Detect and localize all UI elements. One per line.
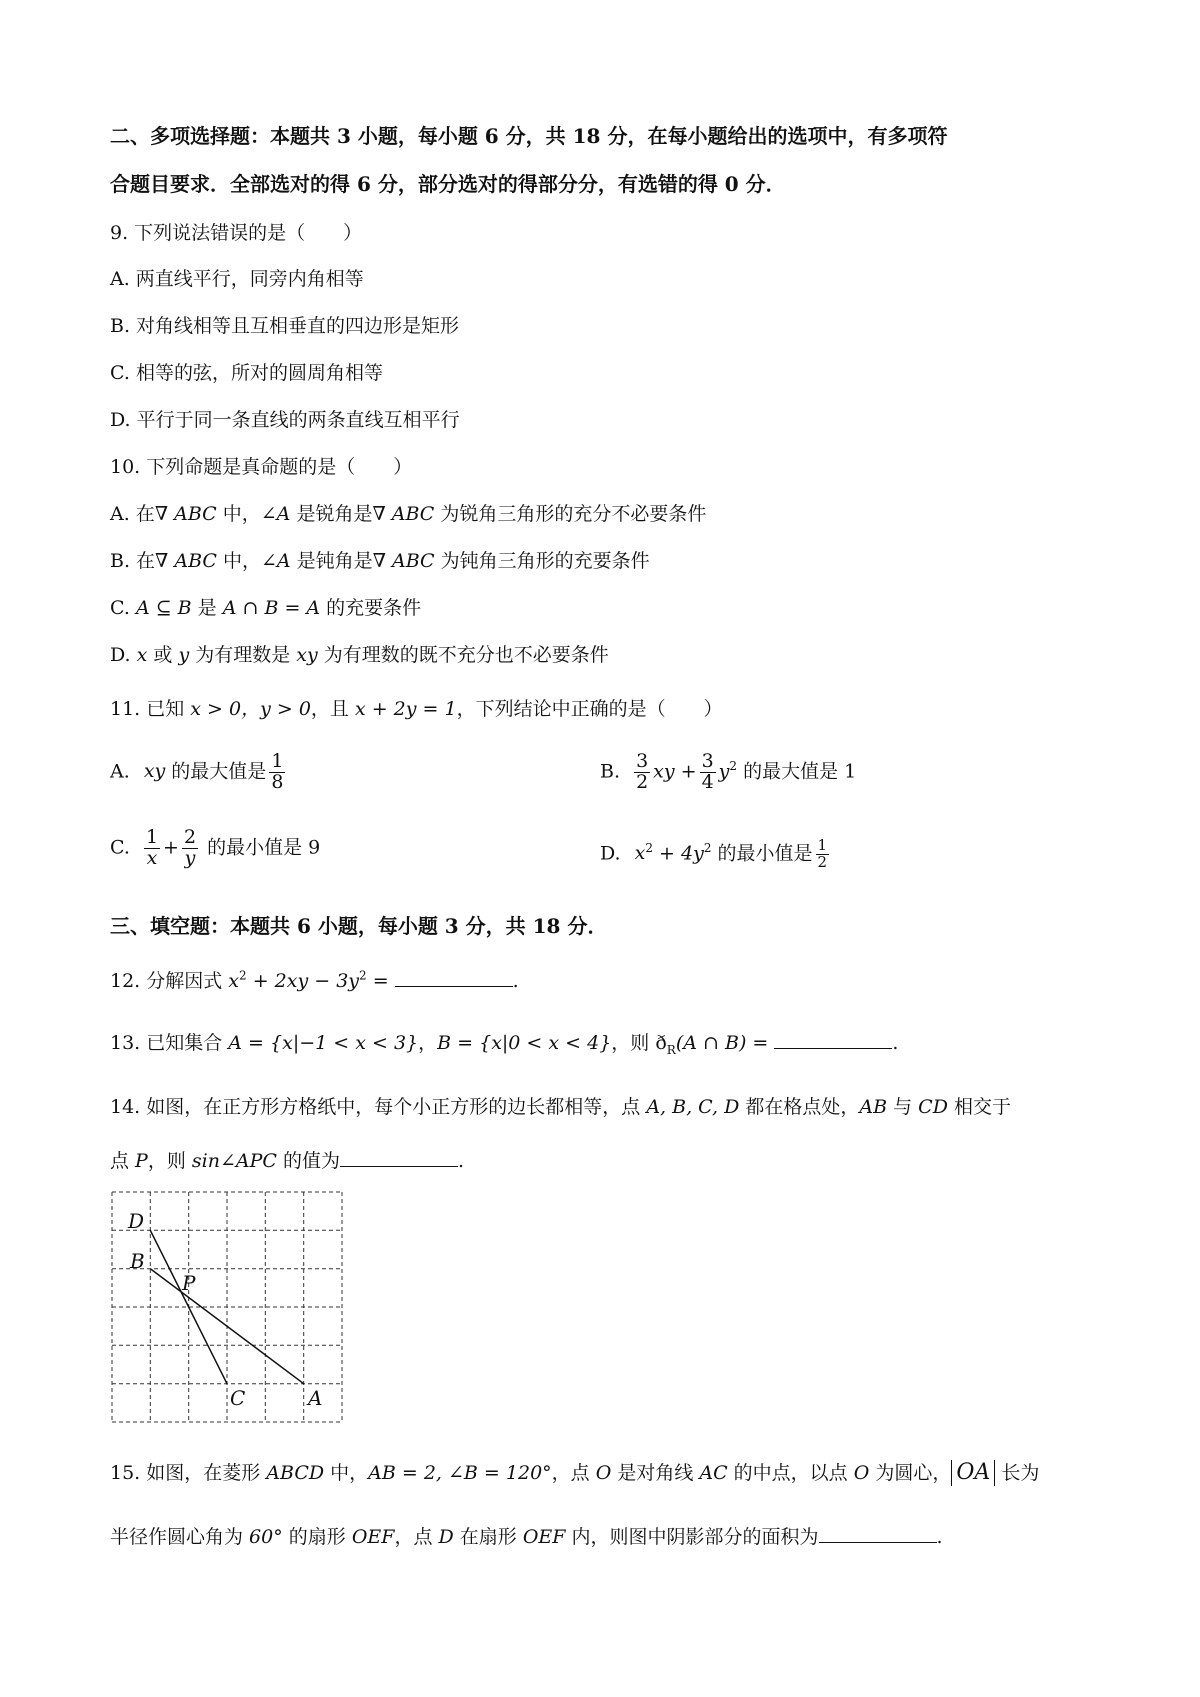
point-label-d: D [128,1209,145,1233]
q15-line2: 半径作圆心角为 60° 的扇形 OEF，点 D 在扇形 OEF 内，则图中阴影部分的面积为 . [110,1526,943,1548]
q11-option-c: C. $\frac{1}{x}$ + $\frac{2}{y}$ 的最小值是 9 [110,826,321,869]
q13: 13. 已知集合 A = {x|−1 < x < 3}，B = {x|0 < x < 4}，则 $ð_R(A$ ∩ B) = . [110,1032,899,1057]
q11-stem: 11. 已知 x > 0，y > 0，且 x + 2y = 1，下列结论中正确的是（ ） [110,698,723,720]
fraction: $\frac{1}{2}$ [817,836,828,871]
section-3-heading: 三、填空题：本题共 6 小题，每小题 3 分，共 18 分． [110,914,608,938]
fraction: $\frac{2}{y}$ [183,826,197,869]
q10-option-b: B. 在∇ ABC 中，∠A 是钝角是∇ ABC 为钝角三角形的充要条件 [110,550,650,572]
q11-option-d: D. $x^2 + 4y^2$ 的最小值是 $\frac{1}{2}$ [600,836,828,871]
point-label-c: C [230,1386,246,1410]
fraction: $\frac{1}{x}$ [145,826,159,869]
q9-option-a: A. 两直线平行，同旁内角相等 [110,268,364,290]
q9-option-c: C. 相等的弦，所对的圆周角相等 [110,362,383,384]
q9-stem: 9. 下列说法错误的是（ ） [110,222,363,244]
abs-value-oa: OA [951,1460,995,1486]
q12: 12. 分解因式 $x^2 + 2xy - 3y^2$ = . [110,968,519,992]
q14-line2: 点 P，则 sin∠APC 的值为 . [110,1150,465,1172]
answer-blank[interactable] [819,1524,937,1543]
q10-option-a: A. 在∇ ABC 中，∠A 是锐角是∇ ABC 为锐角三角形的充分不必要条件 [110,503,707,525]
point-label-b: B [130,1249,145,1273]
fraction: $\frac{1}{8}$ [271,750,284,793]
q10-option-d: D. x 或 y 为有理数是 xy 为有理数的既不充分也不必要条件 [110,644,609,666]
q15-line1: 15. 如图，在菱形 ABCD 中，AB = 2, ∠B = 120°，点 O 是对角线 AC 的中点，以点 O 为圆心， OA 长为 [110,1460,1040,1485]
q9-option-d: D. 平行于同一条直线的两条直线互相平行 [110,409,460,431]
answer-blank[interactable] [340,1148,458,1167]
grid-figure [110,1190,346,1426]
q9-option-b: B. 对角线相等且互相垂直的四边形是矩形 [110,315,460,337]
fraction: $\frac{3}{4}$ [701,750,714,793]
answer-blank[interactable] [395,968,513,987]
point-label-a: A [308,1386,323,1410]
q11-option-a: A. xy 的最大值是 $\frac{1}{8}$ [110,750,284,793]
q10-stem: 10. 下列命题是真命题的是（ ） [110,456,413,478]
q11-option-b: B. $\frac{3}{2}$ xy + $\frac{3}{4}$ $y^2$ 的最大值是 1 [600,750,857,793]
answer-blank[interactable] [774,1030,892,1049]
section-2-heading-line1: 二、多项选择题：本题共 3 小题，每小题 6 分，共 18 分，在每小题给出的选项中，有多项符 [110,124,948,148]
fraction: $\frac{3}{2}$ [636,750,649,793]
point-label-p: P [182,1271,196,1295]
q14-line1: 14. 如图，在正方形方格纸中，每个小正方形的边长都相等，点 A, B, C, D 都在格点处，AB 与 CD 相交于 [110,1096,1011,1118]
section-2-heading-line2: 合题目要求．全部选对的得 6 分，部分选对的得部分分，有选错的得 0 分． [110,172,786,196]
q10-option-c: C. A ⊆ B 是 A ∩ B = A 的充要条件 [110,597,422,619]
